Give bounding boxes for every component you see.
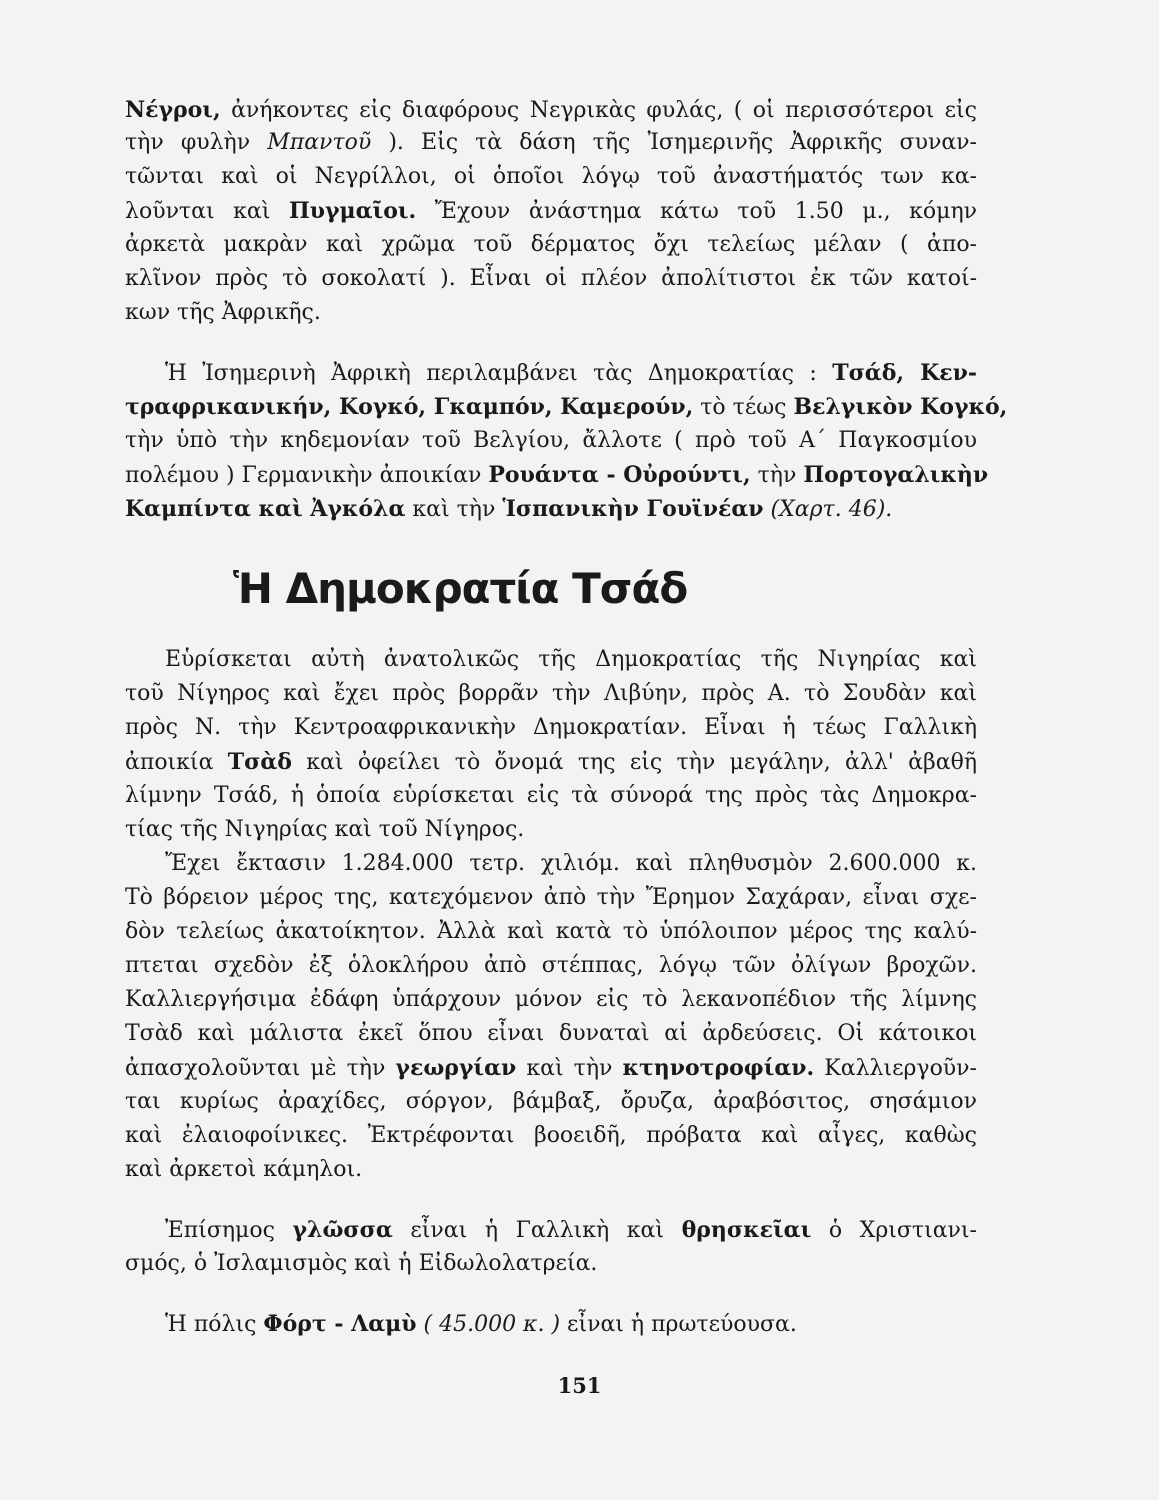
paragraph-1-line-1: Νέγροι, ἀνήκοντες εἰς διαφόρους Νεγρικὰς φυλάς, ( οἱ περισσότεροι εἰς — [125, 97, 977, 123]
paragraph-4-line-7: ἀπασχολοῦνται μὲ τὴν γεωργίαν καὶ τὴν κτηνοτροφίαν. Καλλιεργοῦν- — [125, 1055, 977, 1081]
paragraph-4-line-6: Τσὰδ καὶ μάλιστα ἐκεῖ ὅπου εἶναι δυναταὶ αἱ ἀρδεύσεις. Οἱ κάτοικοι — [125, 1021, 977, 1046]
paragraph-4-line-10: καὶ ἀρκετοὶ κάμηλοι. — [125, 1157, 363, 1182]
section-heading: Ἡ Δημοκρατία Τσάδ — [233, 564, 688, 613]
paragraph-1-line-6: κλῖνον πρὸς τὸ σοκολατί ). Εἶναι οἱ πλέον ἀπολίτιστοι ἐκ τῶν κατοί- — [125, 266, 977, 291]
paragraph-2-line-2: τραφρικανικήν, Κογκό, Γκαμπόν, Καμερούν, τὸ τέως Βελγικὸν Κογκό, — [125, 394, 1008, 420]
paragraph-3-line-3: πρὸς Ν. τὴν Κεντροαφρικανικὴν Δημοκρατίαν. Εἶναι ἡ τέως Γαλλικὴ — [125, 715, 977, 740]
paragraph-4-line-8: ται κυρίως ἀραχίδες, σόργον, βάμβαξ, ὄρυζα, ἀραβόσιτος, σησάμιον — [125, 1089, 977, 1114]
paragraph-1-line-2: τὴν φυλὴν Μπαντοῦ ). Εἰς τὰ δάση τῆς Ἰσημερινῆς Ἀφρικῆς συναν- — [125, 130, 977, 155]
paragraph-4-line-1: Ἔχει ἔκτασιν 1.284.000 τετρ. χιλιόμ. καὶ πληθυσμὸν 2.600.000 κ. — [165, 851, 977, 876]
paragraph-5-line-1: Ἐπίσημος γλῶσσα εἶναι ἡ Γαλλικὴ καὶ θρησκεῖαι ὁ Χριστιανι- — [165, 1217, 977, 1243]
paragraph-1-line-4: λοῦνται καὶ Πυγμαῖοι. Ἔχουν ἀνάστημα κάτω τοῦ 1.50 μ., κόμην — [125, 198, 977, 224]
paragraph-4-line-3: δὸν τελείως ἀκατοίκητον. Ἀλλὰ καὶ κατὰ τὸ ὑπόλοιπον μέρος της καλύ- — [125, 919, 977, 944]
paragraph-3-line-1: Εὑρίσκεται αὐτὴ ἀνατολικῶς τῆς Δημοκρατίας τῆς Νιγηρίας καὶ — [165, 647, 977, 672]
paragraph-3-line-4: ἀποικία Τσὰδ καὶ ὀφείλει τὸ ὄνομά της εἰς τὴν μεγάλην, ἀλλ' ἀβαθῆ — [125, 749, 977, 775]
paragraph-2-line-1: Ἡ Ἰσημερινὴ Ἀφρικὴ περιλαμβάνει τὰς Δημοκρατίας : Τσάδ, Κεν- — [165, 360, 978, 386]
paragraph-3-line-2: τοῦ Νίγηρος καὶ ἔχει πρὸς βορρᾶν τὴν Λιβύην, πρὸς Α. τὸ Σουδὰν καὶ — [125, 681, 977, 706]
paragraph-2-line-4: πολέμου ) Γερμανικὴν ἀποικίαν Ρουάντα - Οὐρούντι, τὴν Πορτογαλικὴν — [125, 462, 989, 488]
paragraph-1-line-3: τῶνται καὶ οἱ Νεγρίλλοι, οἱ ὁποῖοι λόγῳ τοῦ ἀναστήματός των κα- — [125, 164, 977, 189]
paragraph-2-line-5: Καμπίντα καὶ Ἀγκόλα καὶ τὴν Ἱσπανικὴν Γουϊνέαν (Χαρτ. 46). — [125, 496, 893, 522]
paragraph-3-line-6: τίας τῆς Νιγηρίας καὶ τοῦ Νίγηρος. — [125, 817, 525, 842]
paragraph-4-line-2: Τὸ βόρειον μέρος της, κατεχόμενον ἀπὸ τὴν Ἔρημον Σαχάραν, εἶναι σχε- — [125, 885, 977, 910]
paragraph-4-line-4: πτεται σχεδὸν ἐξ ὁλοκλήρου ἀπὸ στέππας, λόγῳ τῶν ὀλίγων βροχῶν. — [125, 953, 977, 978]
paragraph-1-line-5: ἀρκετὰ μακρὰν καὶ χρῶμα τοῦ δέρματος ὄχι τελείως μέλαν ( ἀπο- — [125, 232, 977, 257]
page-number: 151 — [557, 1373, 602, 1398]
paragraph-4-line-9: καὶ ἐλαιοφοίνικες. Ἐκτρέφονται βοοειδῆ, πρόβατα καὶ αἶγες, καθὼς — [125, 1123, 977, 1148]
paragraph-4-line-5: Καλλιεργήσιμα ἐδάφη ὑπάρχουν μόνον εἰς τὸ λεκανοπέδιον τῆς λίμνης — [125, 987, 977, 1012]
paragraph-1-line-7: κων τῆς Ἀφρικῆς. — [125, 300, 321, 325]
paragraph-5-line-2: σμός, ὁ Ἰσλαμισμὸς καὶ ἡ Εἰδωλολατρεία. — [125, 1251, 598, 1276]
paragraph-6-line-1: Ἡ πόλις Φόρτ - Λαμὺ ( 45.000 κ. ) εἶναι ἡ πρωτεύουσα. — [165, 1311, 797, 1337]
paragraph-3-line-5: λίμνην Τσάδ, ἡ ὁποία εὑρίσκεται εἰς τὰ σύνορά της πρὸς τὰς Δημοκρα- — [125, 783, 977, 808]
paragraph-2-line-3: τὴν ὑπὸ τὴν κηδεμονίαν τοῦ Βελγίου, ἄλλοτε ( πρὸ τοῦ Α΄ Παγκοσμίου — [125, 428, 977, 453]
